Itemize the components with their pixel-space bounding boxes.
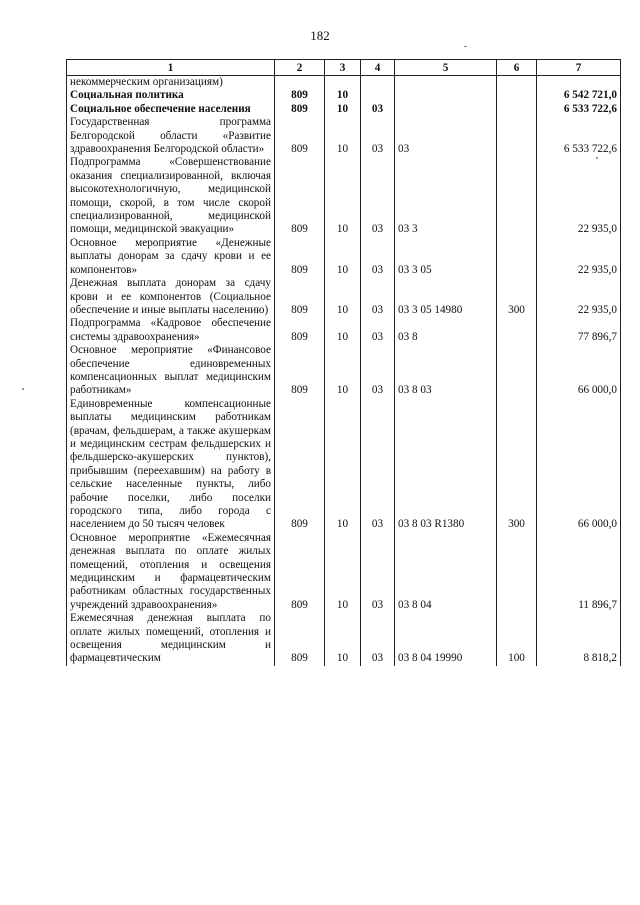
- code-vr: [497, 76, 537, 90]
- table-row: [67, 103, 621, 116]
- scan-speck: [596, 157, 598, 159]
- code-vr: [497, 237, 537, 277]
- budget-table-frame: [66, 59, 620, 872]
- scan-speck: [464, 46, 467, 47]
- code-vr: 100: [497, 612, 537, 666]
- amount: 22 935,0: [537, 156, 621, 236]
- code-vr: [497, 116, 537, 156]
- code-rz: 10: [325, 344, 361, 398]
- budget-table: [66, 59, 621, 666]
- code-pr: 03: [361, 116, 395, 156]
- code-rz: 10: [325, 116, 361, 156]
- code-pr: [361, 76, 395, 90]
- amount: 6 533 722,6: [537, 116, 621, 156]
- code-pr: 03: [361, 344, 395, 398]
- code-pr: 03: [361, 532, 395, 612]
- item-name: Подпрограмма «Кадровое обеспечение системы здравоохранения»: [67, 317, 275, 344]
- code-gr: 809: [275, 317, 325, 344]
- code-csr: 03 3 05 14980: [395, 277, 497, 317]
- amount: 8 818,2: [537, 612, 621, 666]
- code-csr: [395, 89, 497, 102]
- code-rz: 10: [325, 612, 361, 666]
- code-rz: 10: [325, 103, 361, 116]
- code-csr: 03 8: [395, 317, 497, 344]
- item-name: Подпрограмма «Совершенствование оказания специализированной, включая высокотехнологичную, медицинской помощи, скорой, в том числе скорой специализированной, медицинской помощи, медицинской эвакуации»: [67, 156, 275, 236]
- col-header-5: 5: [395, 60, 497, 76]
- code-rz: 10: [325, 398, 361, 532]
- item-name: некоммерческим организациям): [67, 76, 275, 90]
- item-name: Основное мероприятие «Финансовое обеспечение единовременных компенсационных выплат медицинским работникам»: [67, 344, 275, 398]
- col-header-3: 3: [325, 60, 361, 76]
- amount: 11 896,7: [537, 532, 621, 612]
- code-pr: 03: [361, 237, 395, 277]
- code-gr: 809: [275, 612, 325, 666]
- code-vr: [497, 317, 537, 344]
- item-name: Основное мероприятие «Денежные выплаты донорам за сдачу крови и ее компонентов»: [67, 237, 275, 277]
- table-row: [67, 89, 621, 102]
- code-pr: 03: [361, 156, 395, 236]
- code-pr: 03: [361, 277, 395, 317]
- code-rz: 10: [325, 89, 361, 102]
- code-rz: 10: [325, 532, 361, 612]
- code-csr: 03 8 03: [395, 344, 497, 398]
- code-pr: 03: [361, 317, 395, 344]
- item-name: Социальное обеспечение населения: [67, 103, 275, 116]
- col-header-7: 7: [537, 60, 621, 76]
- amount: 6 533 722,6: [537, 103, 621, 116]
- code-csr: 03 3 05: [395, 237, 497, 277]
- table-row: [67, 344, 621, 398]
- code-pr: 03: [361, 103, 395, 116]
- code-csr: 03: [395, 116, 497, 156]
- amount: 22 935,0: [537, 237, 621, 277]
- table-row: [67, 612, 621, 666]
- item-name: Ежемесячная денежная выплата по оплате жилых помещений, отопления и освещения медицинским и фармацевтическим: [67, 612, 275, 666]
- scan-speck: [22, 388, 24, 390]
- code-gr: 809: [275, 116, 325, 156]
- code-rz: [325, 76, 361, 90]
- page-number: 182: [310, 28, 330, 43]
- code-csr: [395, 103, 497, 116]
- code-gr: 809: [275, 89, 325, 102]
- item-name: Денежная выплата донорам за сдачу крови и ее компонентов (Социальное обеспечение и иные выплаты населению): [67, 277, 275, 317]
- code-vr: [497, 156, 537, 236]
- code-vr: 300: [497, 398, 537, 532]
- code-gr: 809: [275, 277, 325, 317]
- code-gr: 809: [275, 532, 325, 612]
- amount: [537, 76, 621, 90]
- item-name: Основное мероприятие «Ежемесячная денежная выплата по оплате жилых помещений, отопления и освещения медицинским и фармацевтическим работникам областных государственных учреждений здравоохранения»: [67, 532, 275, 612]
- table-row: [67, 237, 621, 277]
- code-gr: 809: [275, 237, 325, 277]
- item-name: Социальная политика: [67, 89, 275, 102]
- table-row: [67, 317, 621, 344]
- code-vr: [497, 103, 537, 116]
- code-rz: 10: [325, 277, 361, 317]
- code-gr: [275, 76, 325, 90]
- table-row: [67, 156, 621, 236]
- code-gr: 809: [275, 344, 325, 398]
- code-csr: 03 8 03 R1380: [395, 398, 497, 532]
- code-vr: [497, 89, 537, 102]
- item-name: Единовременные компенсационные выплаты медицинским работникам (врачам, фельдшерам, а также акушеркам и медицинским сестрам фельдшерских и фельдшерско-акушерских пунктов), прибывшим (переехавшим) на работу в сельские населенные пункты, либо рабочие поселки, либо поселки городского типа, либо города с населением до 50 тысяч человек: [67, 398, 275, 532]
- code-csr: 03 8 04 19990: [395, 612, 497, 666]
- code-vr: [497, 344, 537, 398]
- code-rz: 10: [325, 237, 361, 277]
- code-vr: 300: [497, 277, 537, 317]
- code-vr: [497, 532, 537, 612]
- code-csr: 03 8 04: [395, 532, 497, 612]
- amount: 66 000,0: [537, 398, 621, 532]
- col-header-2: 2: [275, 60, 325, 76]
- code-rz: 10: [325, 317, 361, 344]
- amount: 66 000,0: [537, 344, 621, 398]
- table-row: [67, 116, 621, 156]
- amount: 77 896,7: [537, 317, 621, 344]
- col-header-1: 1: [67, 60, 275, 76]
- code-csr: 03 3: [395, 156, 497, 236]
- amount: 6 542 721,0: [537, 89, 621, 102]
- col-header-6: 6: [497, 60, 537, 76]
- code-pr: 03: [361, 398, 395, 532]
- table-row: [67, 532, 621, 612]
- table-row: [67, 398, 621, 532]
- code-pr: [361, 89, 395, 102]
- header-row: [67, 60, 621, 76]
- code-pr: 03: [361, 612, 395, 666]
- col-header-4: 4: [361, 60, 395, 76]
- table-row: [67, 76, 621, 90]
- code-gr: 809: [275, 103, 325, 116]
- code-gr: 809: [275, 398, 325, 532]
- table-row: [67, 277, 621, 317]
- code-csr: [395, 76, 497, 90]
- amount: 22 935,0: [537, 277, 621, 317]
- code-rz: 10: [325, 156, 361, 236]
- item-name: Государственная программа Белгородской области «Развитие здравоохранения Белгородской области»: [67, 116, 275, 156]
- code-gr: 809: [275, 156, 325, 236]
